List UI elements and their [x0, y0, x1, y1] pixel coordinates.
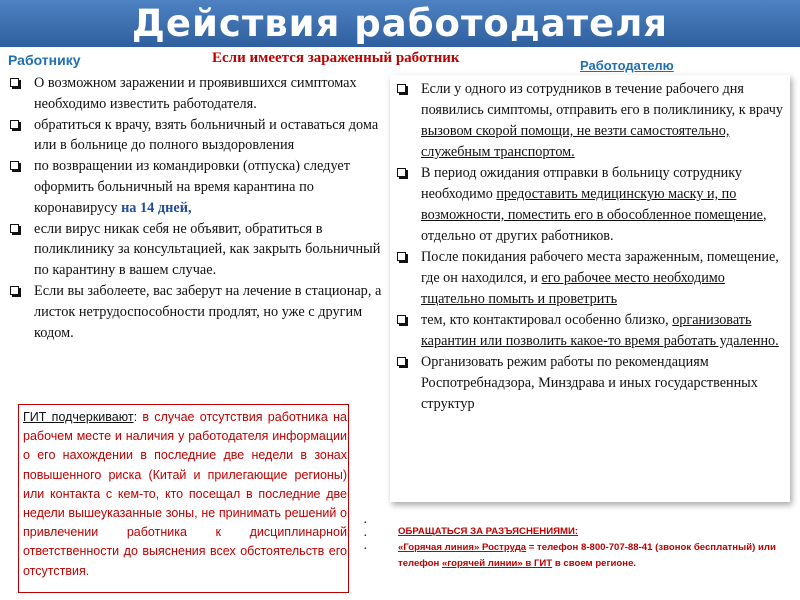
- checkbox-bullet-icon: [10, 224, 19, 233]
- list-item-text: О возможном заражении и проявившихся симптомах необходимо известить работодателя.: [34, 75, 357, 112]
- checkbox-bullet-icon: [10, 78, 19, 87]
- git-note-box: [18, 404, 349, 593]
- list-item-text: Организовать режим работы по рекомендациям Роспотребнадзора, Минздрава и иных государственных структур: [421, 354, 758, 412]
- git-note-body: в случае отсутствия работника на рабочем месте и наличия у работодателя информации о его нахождении в последние две недели в зонах повышенного риска (Китай и прилегающие регионы) или контакта с кем-то, кто посещал в последние две недели вышеуказанные зоны, не принимать решений о привлечении работника к дисциплинарной ответственности до выяснения всех обстоятельств его отсутствия.: [23, 410, 347, 578]
- contact-git-prefix: телефон: [398, 558, 442, 569]
- list-item: [397, 247, 787, 310]
- right-column-heading: Работодателю: [580, 58, 674, 73]
- git-note-lead: ГИТ подчеркивают: [23, 410, 134, 424]
- list-item-emphasis: вызовом скорой помощи, не везти самостоятельно, служебным транспортом.: [421, 123, 730, 160]
- page-title: Действия работодателя: [131, 2, 669, 45]
- center-heading: Если имеется зараженный работник: [212, 50, 460, 66]
- list-item: [10, 115, 394, 157]
- employer-bullet-list: [397, 79, 787, 415]
- list-item: [10, 219, 394, 281]
- list-item-emphasis: его рабочее место необходимо тщательно помыть и проветрить: [421, 270, 725, 307]
- list-item: [397, 163, 787, 247]
- checkbox-bullet-icon: [397, 168, 406, 177]
- list-item: [397, 310, 787, 352]
- checkbox-bullet-icon: [10, 120, 19, 129]
- list-item-emphasis: организовать карантин или позволить какое-то время работать удаленно.: [421, 312, 779, 349]
- list-item-text: если вирус никак себя не объявит, обратиться в поликлинику за консультацией, как закрыть больничный по карантину в вашем случае.: [34, 220, 381, 279]
- left-column-heading: Работнику: [8, 52, 81, 68]
- list-item: [10, 73, 394, 115]
- employee-bullet-list: [10, 73, 394, 343]
- list-item-text: После покидания рабочего места зараженным, помещение, где он находился, и: [421, 249, 779, 286]
- contact-git-line: [398, 556, 793, 572]
- contact-heading: ОБРАЩАТЬСЯ ЗА РАЗЪЯСНЕНИЯМИ:: [398, 526, 579, 537]
- list-item: [10, 281, 394, 343]
- dots-icon: · · ·: [363, 516, 368, 557]
- list-item: [10, 156, 394, 218]
- contact-git-suffix: в своем регионе.: [552, 558, 637, 569]
- contact-hotline-line: [398, 540, 793, 556]
- list-item-text: тем, кто контактировал особенно близко,: [421, 312, 673, 328]
- checkbox-bullet-icon: [10, 161, 19, 170]
- rostrud-hotline-link[interactable]: «Горячая линия» Роструда: [398, 542, 527, 553]
- list-item: [397, 79, 787, 163]
- contact-hotline-phone: = телефон 8-800-707-88-41 (звонок бесплатный) или: [526, 542, 776, 553]
- list-item-tail: , отдельно от других работников.: [421, 207, 767, 244]
- list-item-text: обратиться к врачу, взять больничный и оставаться дома или в больнице до полного выздоровления: [34, 116, 379, 154]
- list-item: [397, 352, 787, 415]
- list-item-text: по возвращении из командировки (отпуска) следует оформить больничный на время карантина по коронавирусу: [34, 158, 350, 216]
- list-item-text: Если у одного из сотрудников в течение рабочего дня появились симптомы, отправить его в поликлинику, к врачу: [421, 81, 783, 118]
- quarantine-duration: на 14 дней,: [121, 199, 192, 216]
- checkbox-bullet-icon: [397, 84, 406, 93]
- checkbox-bullet-icon: [397, 252, 406, 261]
- git-hotline-link[interactable]: «горячей линии» в ГИТ: [441, 558, 553, 569]
- list-item-emphasis: предоставить медицинскую маску и, по возможности, поместить его в обособленное помещение: [421, 186, 763, 223]
- list-item-text: Если вы заболеете, вас заберут на лечение в стационар, а листок нетрудоспособности продлят, но уже с другим кодом.: [34, 282, 382, 341]
- list-item-text: В период ожидания отправки в больницу сотруднику необходимо: [421, 165, 742, 202]
- checkbox-bullet-icon: [397, 315, 406, 324]
- contact-info: [398, 524, 793, 572]
- checkbox-bullet-icon: [397, 357, 406, 366]
- git-note-colon: :: [133, 410, 138, 424]
- checkbox-bullet-icon: [10, 286, 19, 295]
